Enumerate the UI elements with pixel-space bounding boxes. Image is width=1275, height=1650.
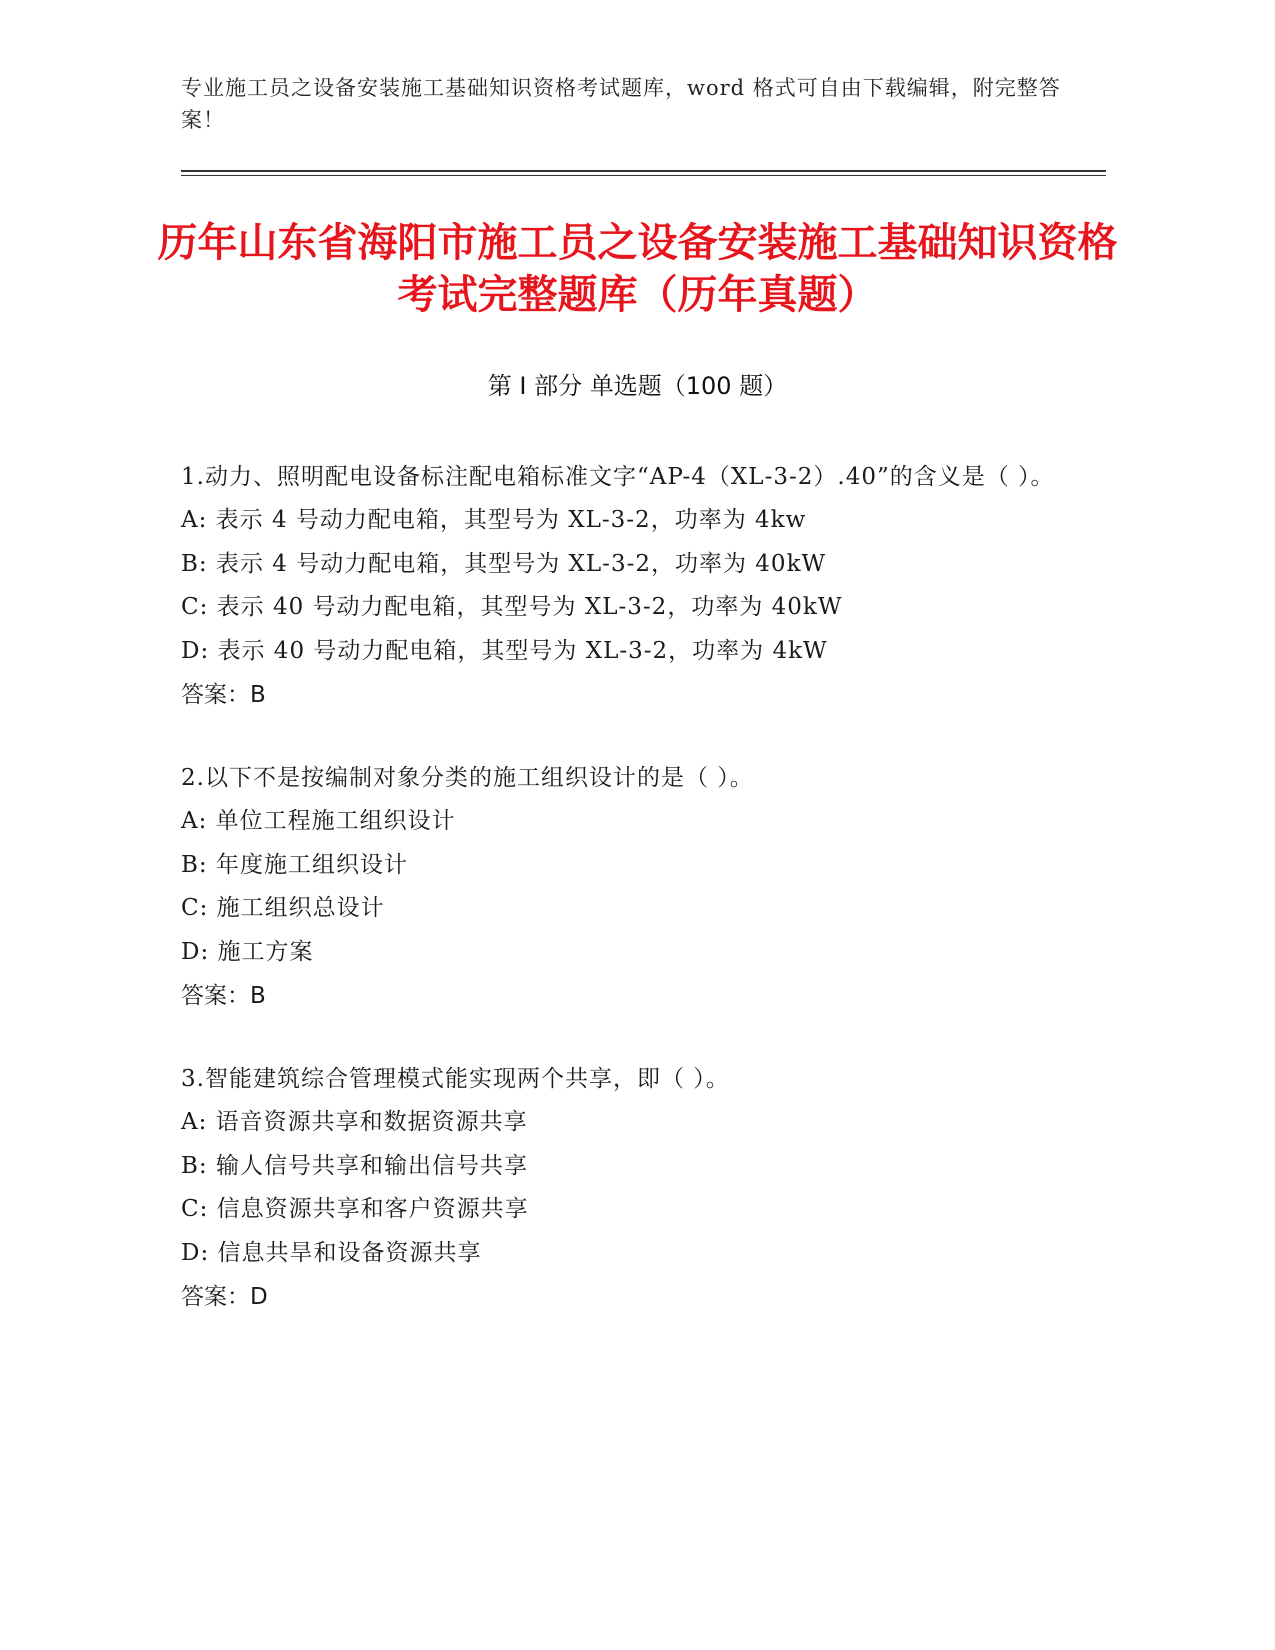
document-title: 历年山东省海阳市施工员之设备安装施工基础知识资格考试完整题库（历年真题）: [157, 220, 1118, 318]
answer-text: 答案：B: [181, 983, 266, 1009]
option-a: A: 语音资源共享和数据资源共享: [181, 1109, 528, 1135]
section-heading: 第 I 部分 单选题（100 题）: [487, 372, 788, 400]
question-item: [181, 757, 1061, 1018]
option-c: C: 表示 40 号动力配电箱，其型号为 XL-3-2，功率为 40kW: [181, 594, 843, 620]
option-c: C: 信息资源共享和客户资源共享: [181, 1196, 529, 1222]
question-stem: 1.动力、照明配电设备标注配电箱标准文字“AP-4（XL-3-2）.40”的含义是（ ）。: [181, 464, 1055, 490]
option-d: D: 施工方案: [181, 938, 314, 965]
option-c: C: 施工组织总设计: [181, 895, 385, 921]
option-d: D: 信息共旱和设备资源共享: [181, 1239, 482, 1266]
option-b: B: 年度施工组织设计: [181, 851, 408, 878]
header-divider: [181, 170, 1106, 176]
header-note: 专业施工员之设备安装施工基础知识资格考试题库，word 格式可自由下载编辑，附完整答案！: [181, 76, 1061, 132]
question-list: [181, 456, 1061, 1359]
question-stem: 3.智能建筑综合管理模式能实现两个共享，即（ ）。: [181, 1066, 730, 1092]
question-item: [181, 456, 1061, 717]
answer-text: 答案：D: [181, 1284, 268, 1310]
question-item: [181, 1058, 1061, 1319]
option-d: D: 表示 40 号动力配电箱，其型号为 XL-3-2，功率为 4kW: [181, 637, 828, 664]
option-b: B: 输人信号共享和输出信号共享: [181, 1152, 528, 1179]
question-stem: 2.以下不是按编制对象分类的施工组织设计的是（ ）。: [181, 765, 754, 791]
option-b: B: 表示 4 号动力配电箱，其型号为 XL-3-2，功率为 40kW: [181, 550, 827, 577]
option-a: A: 单位工程施工组织设计: [181, 808, 456, 834]
option-a: A: 表示 4 号动力配电箱，其型号为 XL-3-2，功率为 4kw: [181, 507, 807, 533]
answer-text: 答案：B: [181, 682, 266, 708]
